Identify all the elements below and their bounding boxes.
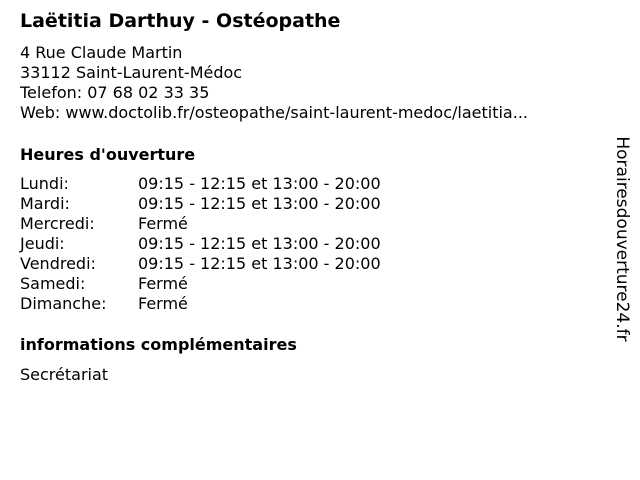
page-title: Laëtitia Darthuy - Ostéopathe <box>20 10 341 32</box>
hours-day: Vendredi: <box>20 254 96 273</box>
hours-day: Jeudi: <box>20 234 65 253</box>
hours-time: Fermé <box>138 214 188 233</box>
hours-time: 09:15 - 12:15 et 13:00 - 20:00 <box>138 174 381 193</box>
hours-day: Lundi: <box>20 174 69 193</box>
info-heading: informations complémentaires <box>20 335 297 354</box>
info-text: Secrétariat <box>20 365 109 384</box>
street-address: 4 Rue Claude Martin <box>20 43 183 62</box>
city-address: 33112 Saint-Laurent-Médoc <box>20 63 243 82</box>
hours-day: Mardi: <box>20 194 70 213</box>
address-block <box>20 43 528 123</box>
hours-time: 09:15 - 12:15 et 13:00 - 20:00 <box>138 194 381 213</box>
site-watermark: Horairesdouverture24.fr <box>612 136 632 342</box>
hours-time: 09:15 - 12:15 et 13:00 - 20:00 <box>138 234 381 253</box>
hours-time: 09:15 - 12:15 et 13:00 - 20:00 <box>138 254 381 273</box>
hours-time: Fermé <box>138 274 188 293</box>
website-link[interactable]: Web: www.doctolib.fr/osteopathe/saint-laurent-medoc/laetitia... <box>20 103 528 122</box>
hours-day: Mercredi: <box>20 214 95 233</box>
hours-day: Dimanche: <box>20 294 107 313</box>
hours-time: Fermé <box>138 294 188 313</box>
hours-day: Samedi: <box>20 274 86 293</box>
phone-number: Telefon: 07 68 02 33 35 <box>20 83 210 102</box>
hours-heading: Heures d'ouverture <box>20 145 196 164</box>
